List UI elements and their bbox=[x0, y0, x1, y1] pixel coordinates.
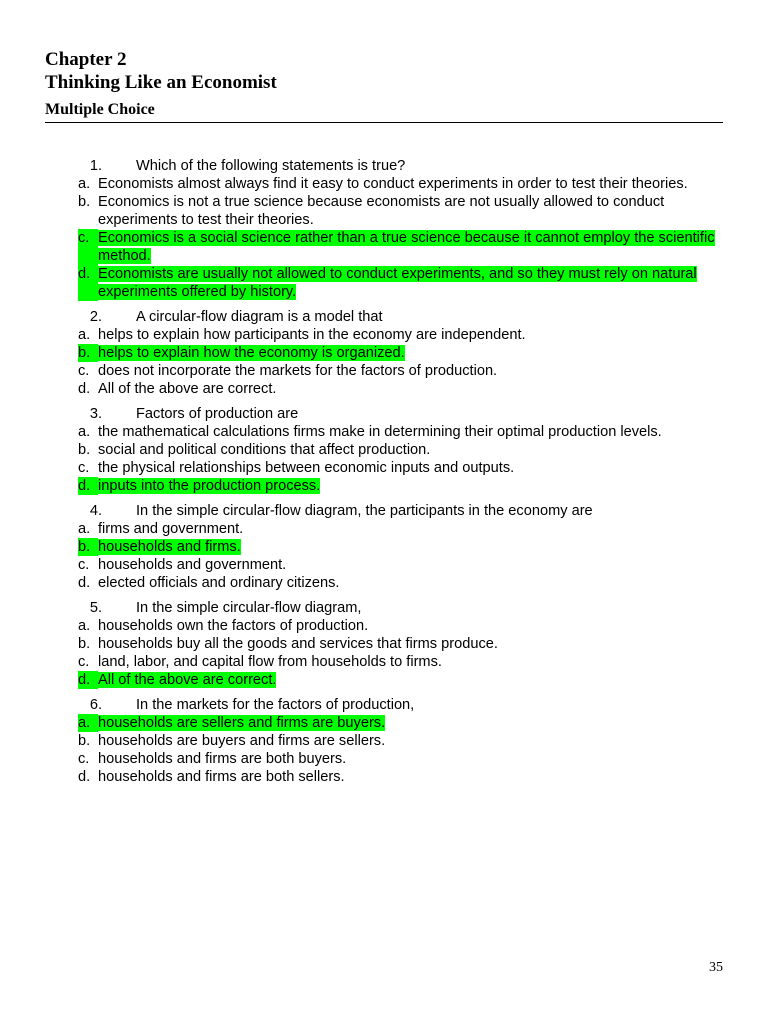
question-spacer bbox=[102, 157, 136, 175]
chapter-title: Thinking Like an Economist bbox=[45, 72, 277, 93]
section-heading: Multiple Choice bbox=[45, 100, 723, 123]
highlighted-answer-text: households are sellers and firms are buyers. bbox=[98, 715, 386, 731]
option-text bbox=[98, 229, 728, 265]
chapter-label: Chapter 2 bbox=[45, 49, 127, 70]
question-spacer bbox=[102, 599, 136, 617]
answer-text: households buy all the goods and services that firms produce. bbox=[98, 636, 498, 652]
answer-text: households and firms are both buyers. bbox=[98, 751, 347, 767]
option-text bbox=[98, 362, 728, 380]
option-letter: a. bbox=[78, 618, 91, 634]
question-stem bbox=[78, 599, 728, 617]
answer-text: Economics is not a true science because economists are not usually allowed to conduct experiments to test their theories. bbox=[98, 194, 665, 228]
answer-option bbox=[78, 193, 728, 229]
option-text bbox=[98, 653, 728, 671]
option-letter: c. bbox=[78, 363, 90, 379]
option-text bbox=[98, 556, 728, 574]
question-stem bbox=[78, 696, 728, 714]
answer-option bbox=[78, 635, 728, 653]
option-letter: c. bbox=[78, 229, 98, 265]
option-letter: b. bbox=[78, 194, 91, 210]
answer-text: Economists almost always find it easy to conduct experiments in order to test their theories. bbox=[98, 176, 688, 192]
answer-option bbox=[78, 380, 728, 398]
question-5 bbox=[78, 599, 728, 689]
question-spacer bbox=[102, 502, 136, 520]
option-text bbox=[98, 344, 728, 362]
answer-text: households own the factors of production. bbox=[98, 618, 369, 634]
option-letter: c. bbox=[78, 557, 90, 573]
option-letter: a. bbox=[78, 176, 91, 192]
question-number: 2. bbox=[89, 309, 102, 325]
option-letter: b. bbox=[78, 733, 91, 749]
highlighted-answer-text: households and firms. bbox=[98, 539, 241, 555]
answer-option bbox=[78, 362, 728, 380]
option-letter: d. bbox=[78, 477, 98, 495]
option-text bbox=[98, 459, 728, 477]
answer-text: the physical relationships between economic inputs and outputs. bbox=[98, 460, 515, 476]
option-text bbox=[98, 538, 728, 556]
question-text: In the simple circular-flow diagram, bbox=[136, 600, 362, 616]
option-letter: c. bbox=[78, 751, 90, 767]
question-2 bbox=[78, 308, 728, 398]
answer-option bbox=[78, 229, 728, 265]
option-text bbox=[98, 635, 728, 653]
answer-option bbox=[78, 732, 728, 750]
option-text bbox=[98, 617, 728, 635]
option-text bbox=[98, 750, 728, 768]
highlighted-answer-text: Economics is a social science rather than a true science because it cannot employ the scientific method. bbox=[98, 230, 715, 264]
question-stem bbox=[78, 157, 728, 175]
option-text bbox=[98, 574, 728, 592]
answer-text: helps to explain how participants in the economy are independent. bbox=[98, 327, 526, 343]
answer-option bbox=[78, 538, 728, 556]
answer-text: households are buyers and firms are sellers. bbox=[98, 733, 386, 749]
question-spacer bbox=[102, 696, 136, 714]
answer-option bbox=[78, 653, 728, 671]
answer-option bbox=[78, 671, 728, 689]
option-text bbox=[98, 477, 728, 495]
answer-text: the mathematical calculations firms make in determining their optimal production levels. bbox=[98, 424, 662, 440]
question-stem bbox=[78, 308, 728, 326]
answer-option bbox=[78, 344, 728, 362]
option-text bbox=[98, 714, 728, 732]
answer-text: land, labor, and capital flow from households to firms. bbox=[98, 654, 442, 670]
question-3 bbox=[78, 405, 728, 495]
highlighted-answer-text: helps to explain how the economy is organized. bbox=[98, 345, 405, 361]
option-letter: a. bbox=[78, 714, 98, 732]
question-number: 3. bbox=[89, 406, 102, 422]
answer-option bbox=[78, 459, 728, 477]
question-4 bbox=[78, 502, 728, 592]
option-letter: c. bbox=[78, 654, 90, 670]
page-number: 35 bbox=[709, 960, 723, 975]
answer-option bbox=[78, 326, 728, 344]
question-text: Factors of production are bbox=[136, 406, 299, 422]
document-header bbox=[45, 48, 723, 123]
option-letter: a. bbox=[78, 327, 91, 343]
option-letter: b. bbox=[78, 442, 91, 458]
question-spacer bbox=[102, 308, 136, 326]
question-text: In the markets for the factors of production, bbox=[136, 697, 415, 713]
option-letter: d. bbox=[78, 769, 91, 785]
question-stem bbox=[78, 405, 728, 423]
option-text bbox=[98, 193, 728, 229]
option-letter: d. bbox=[78, 575, 91, 591]
option-text bbox=[98, 768, 728, 786]
answer-text: households and government. bbox=[98, 557, 287, 573]
answer-option bbox=[78, 175, 728, 193]
option-text bbox=[98, 380, 728, 398]
question-text: A circular-flow diagram is a model that bbox=[136, 309, 383, 325]
option-text bbox=[98, 265, 728, 301]
question-number: 1. bbox=[89, 158, 102, 174]
answer-option bbox=[78, 520, 728, 538]
answer-text: firms and government. bbox=[98, 521, 244, 537]
question-6 bbox=[78, 696, 728, 786]
option-letter: d. bbox=[78, 381, 91, 397]
answer-text: All of the above are correct. bbox=[98, 381, 277, 397]
highlighted-answer-text: inputs into the production process. bbox=[98, 478, 321, 494]
option-letter: a. bbox=[78, 521, 91, 537]
answer-option bbox=[78, 441, 728, 459]
answer-option bbox=[78, 477, 728, 495]
highlighted-answer-text: Economists are usually not allowed to conduct experiments, and so they must rely on natural experiments offered by history. bbox=[98, 266, 697, 300]
option-text bbox=[98, 175, 728, 193]
answer-option bbox=[78, 423, 728, 441]
answer-option bbox=[78, 556, 728, 574]
answer-option bbox=[78, 265, 728, 301]
option-text bbox=[98, 671, 728, 689]
option-letter: b. bbox=[78, 344, 98, 362]
answer-option bbox=[78, 768, 728, 786]
question-1 bbox=[78, 157, 728, 301]
question-text: In the simple circular-flow diagram, the participants in the economy are bbox=[136, 503, 593, 519]
highlighted-answer-text: All of the above are correct. bbox=[98, 672, 277, 688]
question-stem bbox=[78, 502, 728, 520]
answer-option bbox=[78, 617, 728, 635]
answer-option bbox=[78, 574, 728, 592]
question-list bbox=[78, 157, 728, 793]
option-letter: d. bbox=[78, 671, 98, 689]
answer-text: households and firms are both sellers. bbox=[98, 769, 345, 785]
option-letter: d. bbox=[78, 265, 98, 301]
question-text: Which of the following statements is true? bbox=[136, 158, 406, 174]
option-letter: b. bbox=[78, 636, 91, 652]
option-text bbox=[98, 423, 728, 441]
answer-text: social and political conditions that affect production. bbox=[98, 442, 431, 458]
option-text bbox=[98, 520, 728, 538]
answer-option bbox=[78, 714, 728, 732]
option-letter: b. bbox=[78, 538, 98, 556]
option-letter: a. bbox=[78, 424, 91, 440]
answer-text: does not incorporate the markets for the factors of production. bbox=[98, 363, 498, 379]
option-text bbox=[98, 441, 728, 459]
question-number: 4. bbox=[89, 503, 102, 519]
question-number: 6. bbox=[89, 697, 102, 713]
option-text bbox=[98, 732, 728, 750]
question-spacer bbox=[102, 405, 136, 423]
option-letter: c. bbox=[78, 460, 90, 476]
answer-text: elected officials and ordinary citizens. bbox=[98, 575, 340, 591]
question-number: 5. bbox=[89, 600, 102, 616]
answer-option bbox=[78, 750, 728, 768]
option-text bbox=[98, 326, 728, 344]
